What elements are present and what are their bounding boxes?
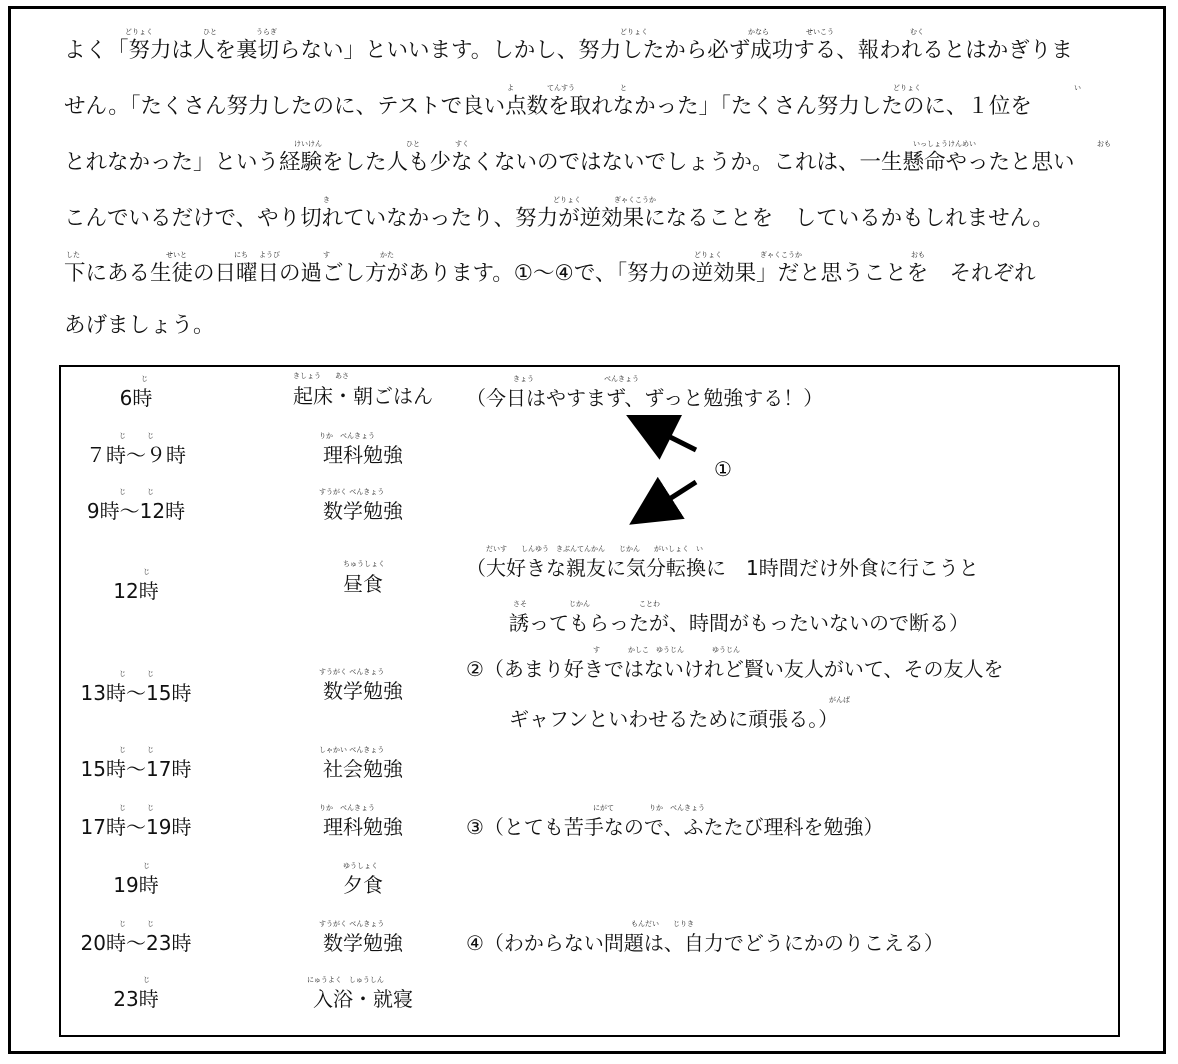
- time-ruby: じ じ: [119, 670, 154, 678]
- activity-ruby: すうがく べんきょう: [319, 668, 385, 676]
- activity-ruby: ゆうしょく: [343, 862, 378, 870]
- ruby-to: と: [620, 84, 627, 92]
- activity-math: 数学勉強: [323, 499, 403, 523]
- activity-dinner: 夕食: [343, 873, 383, 897]
- note-2: ②（あまり好きではないけれど賢い友人がいて、その友人を: [466, 657, 1004, 681]
- note-ruby: す かしこ ゆうじん ゆうじん: [593, 646, 740, 654]
- time-ruby: じ じ: [119, 804, 154, 812]
- ruby-gyakukouka: ぎゃくこうか: [614, 196, 656, 204]
- paragraph-line-4: こんでいるだけで、やり切れていなかったり、努力が逆効果になることを しているかもしれません。: [64, 206, 1054, 231]
- activity-math-2: 数学勉強: [323, 679, 403, 703]
- time-ruby: じ: [141, 375, 148, 383]
- note-ruby: もんだい じりき: [631, 920, 694, 928]
- time-ruby: じ: [143, 976, 150, 984]
- time-20-23: 20時～23時: [80, 931, 192, 955]
- note-ruby: だいす しんゆう きぶんてんかん じかん がいしょく い: [486, 545, 703, 553]
- ruby-nichi: にち: [234, 251, 248, 259]
- time-13-15: 13時～15時: [80, 681, 192, 705]
- activity-lunch: 昼食: [343, 572, 383, 596]
- ruby-kata: かた: [380, 251, 394, 259]
- note-lunch-2: 誘ってもらったが、時間がもったいないので断る）: [509, 611, 969, 635]
- ruby-doryoku-5: どりょく: [694, 251, 722, 259]
- activity-ruby: ちゅうしょく: [343, 560, 385, 568]
- paragraph-line-2: せん。「たくさん努力したのに、テストで良い点数を取れなかった」「たくさん努力したのに、１位を: [64, 94, 1032, 119]
- paragraph-line-3: とれなかった」という経験をした人も少なくないのではないでしょうか。これは、一生懸命やったと思い: [64, 150, 1075, 175]
- activity-science-2: 理科勉強: [323, 815, 403, 839]
- time-9-12: 9時～12時: [86, 499, 186, 523]
- paragraph-line-5: 下にある生徒の日曜日の過ごし方があります。①～④で、「努力の逆効果」だと思うことを それぞれ: [64, 261, 1036, 286]
- note-1: （今日はやすまず、ずっと勉強する！）: [466, 386, 824, 410]
- time-ruby: じ じ: [119, 488, 154, 496]
- ruby-uragi: うらぎ: [256, 28, 277, 36]
- note-2b: ギャフンといわせるために頑張る。）: [509, 707, 839, 731]
- time-ruby: じ: [143, 862, 150, 870]
- time-15-17: 15時～17時: [80, 757, 192, 781]
- ruby-keiken: けいけん: [294, 140, 322, 148]
- ruby-yo: よ: [507, 84, 514, 92]
- paragraph-line-6: あげましょう。: [64, 313, 215, 338]
- ruby-su: す: [323, 251, 330, 259]
- ruby-doryoku-4: どりょく: [553, 196, 581, 204]
- ruby-i: い: [1074, 84, 1081, 92]
- ruby-seikou: せいこう: [806, 28, 834, 36]
- time-12: 12時: [113, 579, 159, 603]
- ruby-shita: した: [66, 251, 80, 259]
- activity-ruby: きしょう あさ: [293, 372, 349, 380]
- arrows-diagram: [600, 400, 760, 530]
- note-ruby: きょう べんきょう: [513, 375, 639, 383]
- activity-ruby: すうがく べんきょう: [319, 488, 385, 496]
- arrow-down: [646, 482, 696, 514]
- note-ruby: にがて りか べんきょう: [593, 804, 705, 812]
- activity-bath-sleep: 入浴・就寝: [313, 987, 413, 1011]
- activity-math-3: 数学勉強: [323, 931, 403, 955]
- note-ruby: がんば: [829, 696, 850, 704]
- activity-ruby: しゃかい べんきょう: [319, 746, 385, 754]
- ruby-hito-2: ひと: [406, 140, 420, 148]
- time-23: 23時: [113, 987, 159, 1011]
- time-ruby: じ: [143, 568, 150, 576]
- note-3: ③（とても苦手なので、ふたたび理科を勉強）: [466, 815, 884, 839]
- activity-ruby: にゅうよく しゅうしん: [307, 976, 384, 984]
- ruby-doryoku-3: どりょく: [893, 84, 921, 92]
- ruby-omo: おも: [1097, 140, 1111, 148]
- activity-wakeup: 起床・朝ごはん: [293, 384, 433, 408]
- arrow-up: [644, 424, 696, 450]
- ruby-seito: せいと: [166, 251, 187, 259]
- activity-social: 社会勉強: [323, 757, 403, 781]
- ruby-ki: き: [323, 196, 330, 204]
- ruby-suku: すく: [455, 140, 469, 148]
- ruby-hito: ひと: [203, 28, 217, 36]
- time-17-19: 17時～19時: [80, 815, 192, 839]
- note-4: ④（わからない問題は、自力でどうにかのりこえる）: [466, 931, 944, 955]
- ruby-tensuu: てんすう: [547, 84, 575, 92]
- time-7-9: ７時～９時: [86, 443, 186, 467]
- ruby-youbi: ようび: [259, 251, 280, 259]
- time-ruby: じ じ: [119, 432, 154, 440]
- ruby-doryoku: どりょく: [125, 28, 153, 36]
- ruby-isshoukenmei: いっしょうけんめい: [913, 140, 976, 148]
- activity-ruby: すうがく べんきょう: [319, 920, 385, 928]
- arrow-label: ①: [714, 457, 732, 481]
- note-lunch: （大好きな親友に気分転換に 1時間だけ外食に行こうと: [466, 556, 979, 580]
- ruby-gyakukouka-2: ぎゃくこうか: [760, 251, 802, 259]
- time-19: 19時: [113, 873, 159, 897]
- activity-science: 理科勉強: [323, 443, 403, 467]
- time-ruby: じ じ: [119, 746, 154, 754]
- activity-ruby: りか べんきょう: [319, 804, 375, 812]
- schedule-box: [59, 365, 1120, 1037]
- time-6: 6時: [119, 386, 153, 410]
- time-ruby: じ じ: [119, 920, 154, 928]
- ruby-doryoku-2: どりょく: [620, 28, 648, 36]
- ruby-muku: むく: [910, 28, 924, 36]
- paragraph-line-1: よく「努力は人を裏切らない」といいます。しかし、努力したから必ず成功する、報われるとはかぎりま: [64, 38, 1073, 63]
- activity-ruby: りか べんきょう: [319, 432, 375, 440]
- ruby-omo-2: おも: [911, 251, 925, 259]
- note-ruby: さそ じかん ことわ: [513, 600, 660, 608]
- ruby-kanara: かなら: [748, 28, 769, 36]
